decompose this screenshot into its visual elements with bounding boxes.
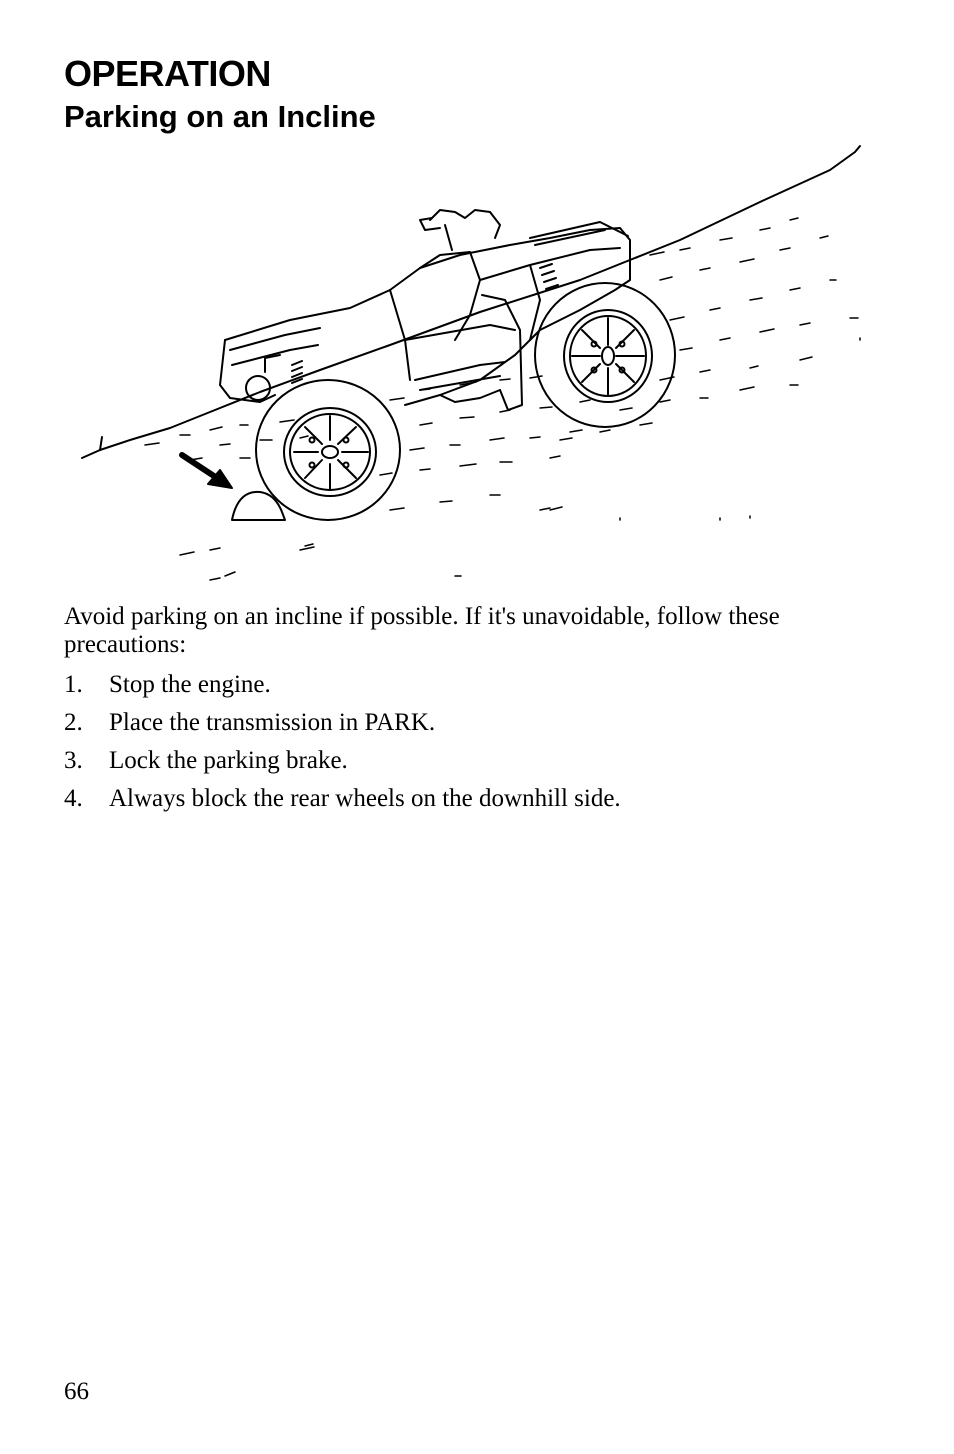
step-number: 3. [64,747,83,774]
list-item [64,708,621,746]
rear-wheel [535,283,675,427]
hill-slope [82,146,860,458]
precaution-steps [64,670,621,822]
step-text: Lock the parking brake. [109,747,348,774]
atv-incline-illustration [60,140,880,590]
step-text: Place the transmission in PARK. [109,709,436,736]
wheel-chock [232,492,285,520]
arrow-down-right-icon [182,455,232,488]
atv-body [220,210,630,410]
step-number: 4. [64,785,83,812]
section-title: OPERATION [64,53,271,94]
step-text: Always block the rear wheels on the downhill side. [109,785,621,812]
page-title: Parking on an Incline [64,99,376,134]
page-number: 66 [64,1378,89,1405]
intro-paragraph: Avoid parking on an incline if possible. If it's unavoidable, follow these precautions: [64,603,780,658]
list-item [64,746,621,784]
step-number: 2. [64,709,83,736]
list-item [64,670,621,708]
front-wheel [256,380,400,520]
step-number: 1. [64,671,83,698]
step-text: Stop the engine. [109,671,271,698]
list-item [64,784,621,822]
